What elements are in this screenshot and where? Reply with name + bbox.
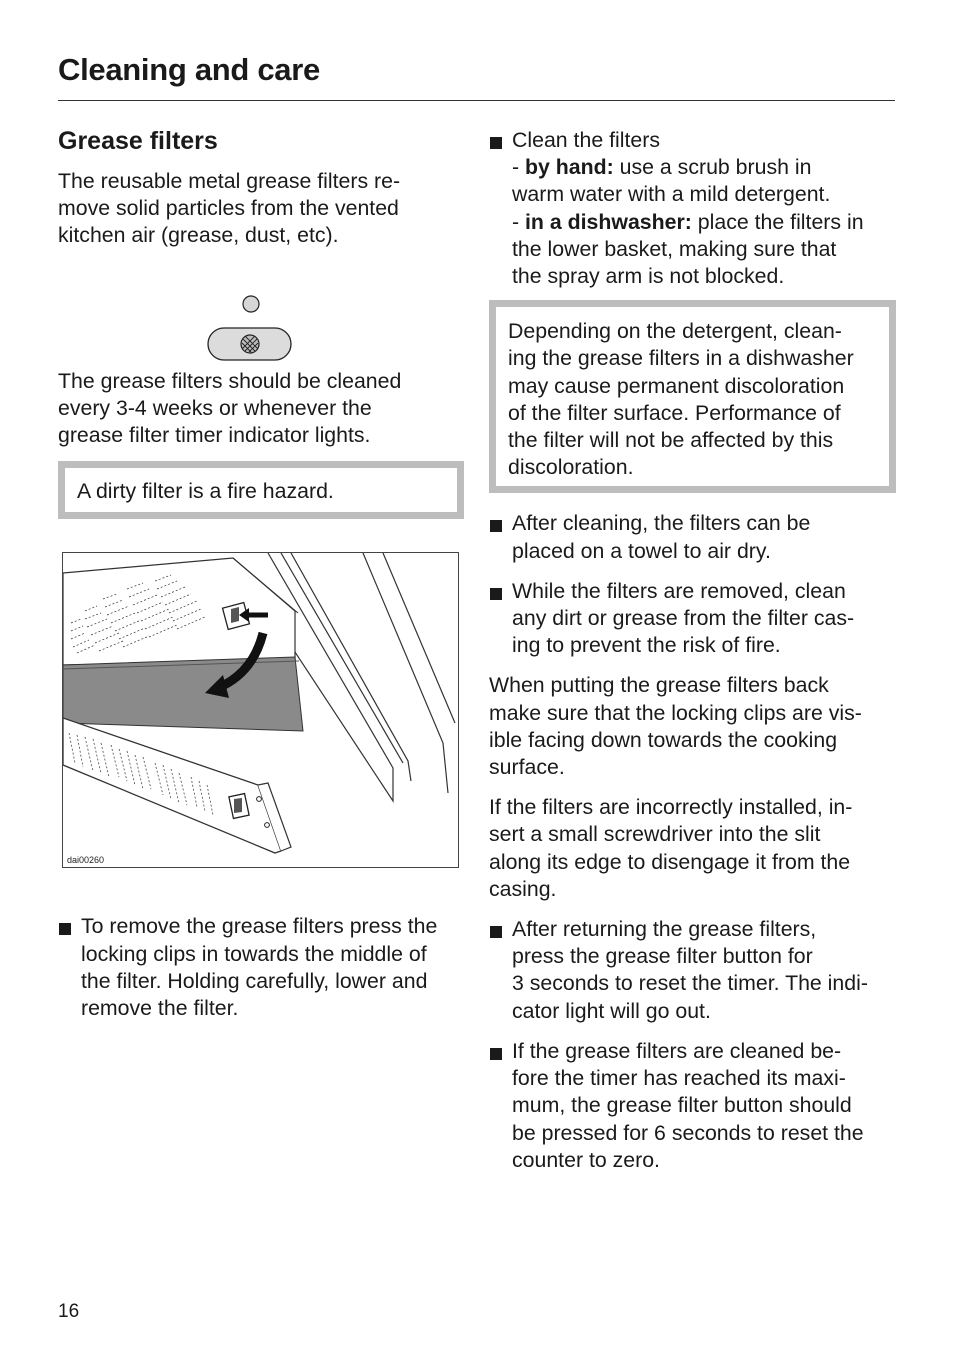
reset-counter-line: fore the timer has reached its maxi- — [512, 1066, 846, 1091]
reset-counter-instruction — [489, 1038, 899, 1174]
reset-counter-line: counter to zero. — [512, 1147, 660, 1172]
bullet-square-icon — [490, 588, 502, 600]
after-cleaning-line: placed on a towel to air dry. — [512, 538, 771, 563]
indicator-illustration — [58, 250, 468, 368]
after-returning-line: press the grease filter button for — [512, 944, 813, 969]
note-line: Depending on the detergent, clean- — [508, 319, 842, 344]
after-returning-line: 3 seconds to reset the timer. The indi- — [512, 971, 868, 996]
by-hand-line — [512, 154, 899, 181]
removal-line: To remove the grease filters press the — [81, 914, 438, 939]
incorrect-install-paragraph — [489, 794, 899, 903]
incorrect-line: sert a small screwdriver into the slit — [489, 822, 821, 847]
cleaning-interval-paragraph — [58, 368, 468, 450]
note-line: of the filter surface. Performance of — [508, 400, 841, 425]
intro-line: move solid particles from the vented — [58, 196, 399, 221]
removal-line: the filter. Holding carefully, lower and — [81, 968, 428, 993]
page-number: 16 — [58, 1301, 80, 1322]
incorrect-line: If the filters are incorrectly installed, in- — [489, 795, 853, 820]
intro-line: kitchen air (grease, dust, etc). — [58, 223, 339, 248]
putting-back-paragraph — [489, 672, 899, 781]
putting-back-line: ible facing down towards the cooking — [489, 727, 838, 752]
fire-hazard-warning — [58, 461, 464, 519]
by-hand-text: use a scrub brush in — [613, 155, 812, 180]
clean-filters-instruction — [489, 127, 899, 290]
putting-back-line: When putting the grease filters back — [489, 673, 829, 698]
note-line: may cause permanent discoloration — [508, 373, 845, 398]
incorrect-line: along its edge to disengage it from the — [489, 849, 851, 874]
putting-back-line: make sure that the locking clips are vis- — [489, 700, 862, 725]
note-line: ing the grease filters in a dishwasher — [508, 346, 854, 371]
bullet-square-icon — [490, 926, 502, 938]
after-cleaning-instruction — [489, 510, 899, 564]
filter-removal-diagram — [62, 552, 459, 868]
dishwasher-line: the lower basket, making sure that — [512, 236, 837, 261]
warning-text: A dirty filter is a fire hazard. — [77, 479, 334, 504]
dishwasher-line — [512, 209, 899, 236]
discoloration-note — [489, 300, 896, 493]
putting-back-line: surface. — [489, 755, 565, 780]
by-hand-line: warm water with a mild detergent. — [512, 182, 831, 207]
note-line: discoloration. — [508, 455, 634, 480]
bullet-square-icon — [490, 137, 502, 149]
note-line: the filter will not be affected by this — [508, 428, 834, 453]
bullet-square-icon — [490, 520, 502, 532]
reset-counter-line: be pressed for 6 seconds to reset the — [512, 1120, 864, 1145]
filter-removal-illustration — [63, 553, 459, 868]
dishwasher-label: in a dishwasher: — [525, 209, 692, 234]
bullet-square-icon — [490, 1048, 502, 1060]
filter-button-icon — [58, 250, 468, 368]
removal-instruction — [58, 913, 468, 1022]
while-removed-line: ing to prevent the risk of fire. — [512, 633, 781, 658]
incorrect-line: casing. — [489, 876, 557, 901]
removal-line: locking clips in towards the middle of — [81, 941, 427, 966]
dash: - — [512, 155, 526, 180]
while-removed-line: While the filters are removed, clean — [512, 578, 846, 603]
intro-line: The reusable metal grease filters re- — [58, 169, 401, 193]
while-removed-line: any dirt or grease from the filter cas- — [512, 606, 855, 631]
while-removed-instruction — [489, 578, 899, 660]
after-returning-instruction — [489, 916, 899, 1025]
dishwasher-line: the spray arm is not blocked. — [512, 264, 785, 289]
left-column — [58, 124, 468, 1022]
cleaning-line: The grease filters should be cleaned — [58, 368, 402, 393]
removal-line: remove the filter. — [81, 996, 239, 1021]
after-cleaning-line: After cleaning, the filters can be — [512, 511, 811, 536]
cleaning-line: grease filter timer indicator lights. — [58, 423, 371, 448]
bullet-square-icon — [59, 923, 71, 935]
clean-intro: Clean the filters — [512, 128, 660, 152]
diagram-code: dai00260 — [67, 855, 105, 866]
intro-paragraph — [58, 168, 468, 250]
reset-counter-line: mum, the grease filter button should — [512, 1093, 852, 1118]
title-divider — [58, 100, 895, 101]
dishwasher-text: place the filters in — [691, 209, 864, 234]
right-column — [489, 127, 899, 1174]
cleaning-line: every 3-4 weeks or whenever the — [58, 395, 372, 420]
after-returning-line: After returning the grease filters, — [512, 917, 817, 942]
after-returning-line: cator light will go out. — [512, 998, 711, 1023]
reset-counter-line: If the grease filters are cleaned be- — [512, 1038, 842, 1063]
by-hand-label: by hand: — [525, 155, 614, 180]
dash: - — [512, 209, 526, 234]
section-title: Grease filters — [58, 127, 218, 155]
page-title: Cleaning and care — [58, 52, 320, 87]
